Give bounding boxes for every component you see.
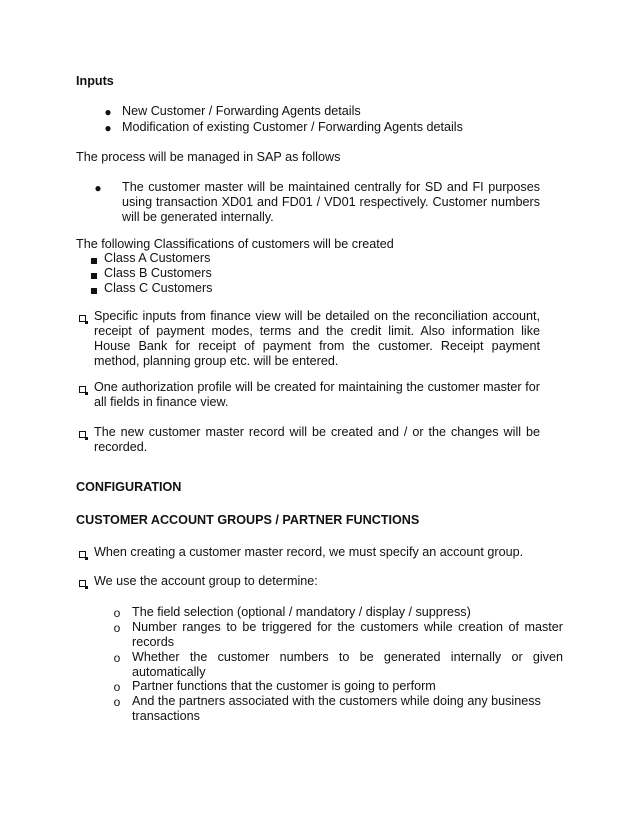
inputs-item: New Customer / Forwarding Agents details <box>122 104 361 118</box>
square-bullet-icon <box>87 283 101 297</box>
classification-item: Class C Customers <box>104 281 213 295</box>
checkbox-bullet-icon <box>75 427 89 441</box>
circle-bullet-icon: o <box>113 695 121 709</box>
circle-bullet-icon: o <box>113 621 121 635</box>
inputs-item: Modification of existing Customer / Forwarding Agents details <box>122 120 463 134</box>
square-bullet-icon <box>87 268 101 282</box>
circle-bullet-icon: o <box>113 651 121 665</box>
determine-item: And the partners associated with the customers while doing any business transactions <box>132 694 541 723</box>
bullet-dot-icon: ● <box>104 105 112 119</box>
bullet-dot-icon: ● <box>94 181 102 195</box>
checkbox-bullet-icon <box>75 576 89 590</box>
finance-point: Specific inputs from finance view will be detailed on the reconciliation account, receipt of payment modes, terms and the credit limit. Also information like House Bank for receipt of payment from the customer. Receipt payment method, planning group etc. will be entered. <box>94 309 540 368</box>
classifications-intro: The following Classifications of customers will be created <box>76 237 394 251</box>
determine-item: Whether the customer numbers to be generated internally or given automatically <box>132 650 563 679</box>
classification-item: Class A Customers <box>104 251 211 265</box>
process-item: The customer master will be maintained centrally for SD and FI purposes using transaction XD01 and FD01 / VD01 respectively. Customer numbers will be generated internally. <box>122 180 540 224</box>
checkbox-bullet-icon <box>75 311 89 325</box>
checkbox-bullet-icon <box>75 547 89 561</box>
square-bullet-icon <box>87 253 101 267</box>
configuration-subheading: CUSTOMER ACCOUNT GROUPS / PARTNER FUNCTIONS <box>76 513 420 527</box>
inputs-heading: Inputs <box>76 74 114 88</box>
process-intro: The process will be managed in SAP as follows <box>76 150 341 164</box>
checkbox-bullet-icon <box>75 382 89 396</box>
determine-item: Partner functions that the customer is going to perform <box>132 679 436 693</box>
determine-item: The field selection (optional / mandatory / display / suppress) <box>132 605 471 619</box>
bullet-dot-icon: ● <box>104 121 112 135</box>
circle-bullet-icon: o <box>113 606 121 620</box>
determine-item: Number ranges to be triggered for the customers while creation of master records <box>132 620 563 649</box>
configuration-point: We use the account group to determine: <box>94 574 318 588</box>
classification-item: Class B Customers <box>104 266 212 280</box>
configuration-point: When creating a customer master record, we must specify an account group. <box>94 545 524 559</box>
finance-point: One authorization profile will be created for maintaining the customer master for all fields in finance view. <box>94 380 540 409</box>
circle-bullet-icon: o <box>113 680 121 694</box>
configuration-heading: CONFIGURATION <box>76 480 182 494</box>
finance-point: The new customer master record will be created and / or the changes will be recorded. <box>94 425 540 454</box>
